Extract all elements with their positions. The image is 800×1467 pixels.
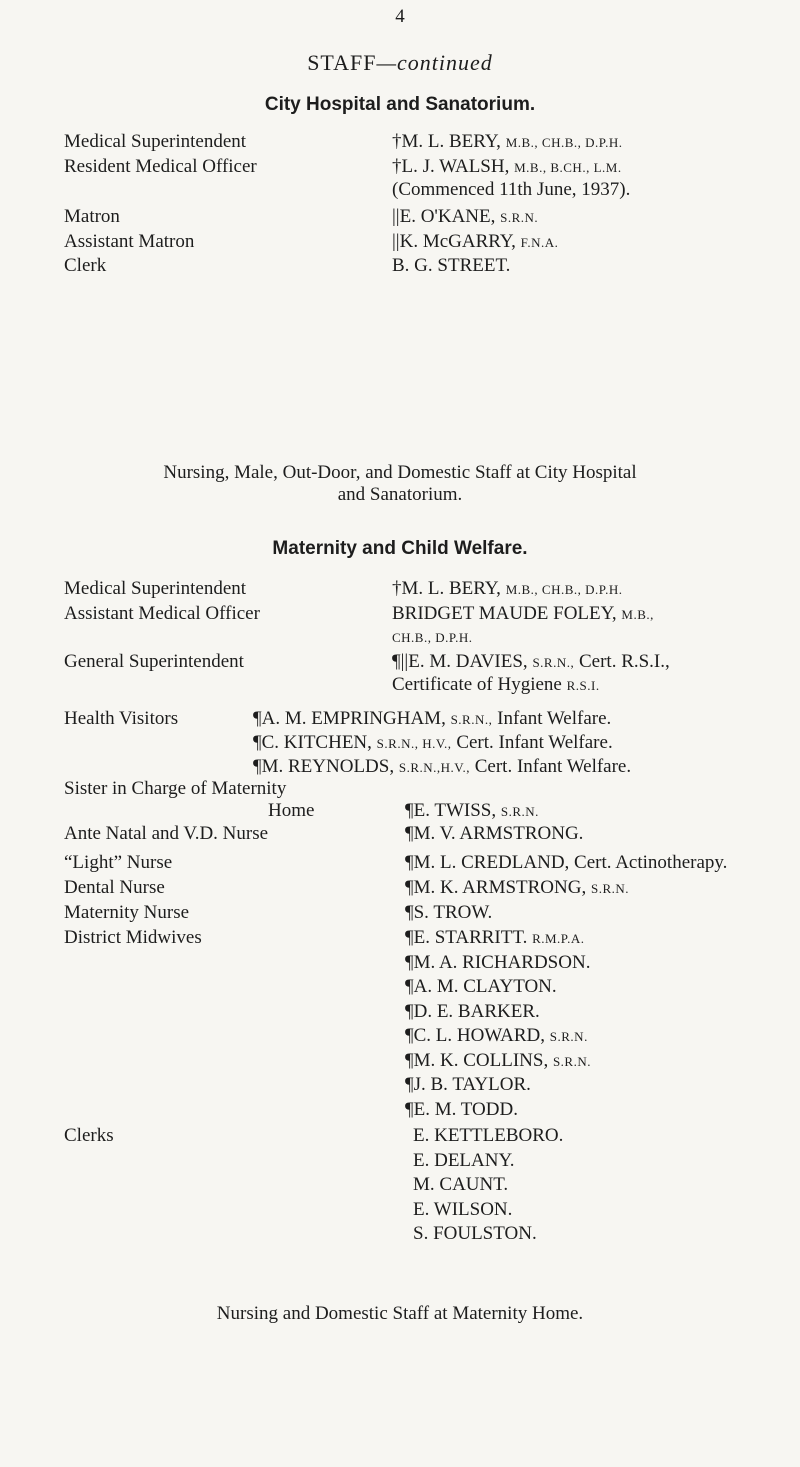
maternity-staff-note: Nursing and Domestic Staff at Maternity Home. xyxy=(216,1303,584,1324)
maternity-nurse-name: ¶S. TROW. xyxy=(405,902,493,923)
city-hospital-row-role: Matron xyxy=(64,206,120,227)
light-nurse-role: “Light” Nurse xyxy=(64,852,173,873)
maternity-row-quals: M.B., CH.B., D.P.H. xyxy=(505,582,623,597)
midwife-entry xyxy=(405,1074,531,1096)
midwife-name: ¶E. STARRITT. xyxy=(405,927,528,948)
ante-natal-name: ¶M. V. ARMSTRONG. xyxy=(405,823,584,844)
midwife-entry xyxy=(405,976,557,998)
health-visitor-entry xyxy=(253,708,611,731)
city-hospital-row-quals: F.N.A. xyxy=(520,235,559,250)
midwife-quals: S.R.N. xyxy=(549,1029,588,1044)
midwife-entry xyxy=(405,1001,540,1023)
maternity-row-name: ¶||E. M. DAVIES, xyxy=(392,651,528,672)
maternity-row-entry xyxy=(392,626,473,649)
midwife-name: ¶C. L. HOWARD, xyxy=(405,1025,546,1046)
maternity-row-entry xyxy=(392,603,654,626)
clerk-entry: E. KETTLEBORO. xyxy=(413,1125,564,1146)
maternity-row-entry xyxy=(392,674,600,697)
maternity-row-quals: CH.B., D.P.H. xyxy=(392,630,473,645)
dental-nurse-name xyxy=(405,877,629,900)
health-visitor-entry xyxy=(253,732,613,755)
maternity-row-quals: M.B., xyxy=(621,607,654,622)
ante-natal-role: Ante Natal and V.D. Nurse xyxy=(64,823,269,844)
midwife-entry xyxy=(405,1025,588,1048)
health-visitor-quals: S.R.N., H.V., xyxy=(376,736,452,751)
sister-name-text: ¶E. TWISS, xyxy=(405,800,497,821)
midwife-entry xyxy=(405,1099,518,1121)
maternity-row-entry xyxy=(392,578,622,601)
midwife-quals: S.R.N. xyxy=(552,1053,591,1069)
maternity-row-role: General Superintendent xyxy=(64,651,244,672)
city-hospital-row-name: B. G. STREET. xyxy=(392,255,511,276)
health-visitor-quals: S.R.N., xyxy=(450,712,493,727)
maternity-row-name: BRIDGET MAUDE FOLEY, xyxy=(392,603,617,624)
sister-name xyxy=(405,800,539,823)
city-hospital-row-entry xyxy=(392,156,622,179)
health-visitor-entry xyxy=(253,756,631,779)
city-hospital-row-role: Assistant Matron xyxy=(64,231,195,252)
city-hospital-row-entry xyxy=(392,206,538,229)
midwife-name: ¶E. M. TODD. xyxy=(405,1098,518,1120)
health-visitor-name: ¶M. REYNOLDS, xyxy=(253,756,395,777)
city-hospital-row-entry xyxy=(392,231,558,254)
dental-nurse-role: Dental Nurse xyxy=(64,877,165,898)
sister-label-1: Sister in Charge of Maternity xyxy=(64,778,287,799)
clerk-entry: E. DELANY. xyxy=(413,1149,515,1171)
city-hospital-row-role: Resident Medical Officer xyxy=(64,156,257,177)
maternity-nurse-role: Maternity Nurse xyxy=(64,902,190,923)
maternity-row-role: Medical Superintendent xyxy=(64,578,247,599)
city-hospital-row-name: ||K. McGARRY, xyxy=(392,231,516,252)
clerk-entry: S. FOULSTON. xyxy=(413,1223,537,1244)
city-hospital-row-role: Medical Superintendent xyxy=(64,131,247,152)
midwife-entry xyxy=(405,927,584,950)
city-hospital-row-name: (Commenced 11th June, 1937). xyxy=(392,179,631,200)
page-title xyxy=(0,50,800,76)
midwife-name: ¶M. K. COLLINS, xyxy=(405,1049,549,1071)
city-hospital-row-role: Clerk xyxy=(64,255,107,276)
midwife-quals: R.M.P.A. xyxy=(532,931,585,946)
sister-quals: S.R.N. xyxy=(500,804,539,819)
title-main: STAFF xyxy=(307,50,377,75)
city-hospital-row-quals: M.B., CH.B., D.P.H. xyxy=(505,135,623,150)
midwife-name: ¶J. B. TAYLOR. xyxy=(405,1074,531,1095)
dental-nurse-name-text: ¶M. K. ARMSTRONG, xyxy=(405,877,587,898)
health-visitor-cert: Cert. Infant Welfare. xyxy=(456,732,613,753)
maternity-row-quals: S.R.N., xyxy=(532,655,575,670)
city-hospital-staff-note-2: and Sanatorium. xyxy=(337,484,463,505)
page-number: 4 xyxy=(395,6,405,27)
midwife-name: ¶D. E. BARKER. xyxy=(405,1000,540,1022)
maternity-row-quals: R.S.I. xyxy=(566,678,600,693)
maternity-row-name: †M. L. BERY, xyxy=(392,578,501,599)
midwife-entry xyxy=(405,952,590,974)
health-visitor-cert: Infant Welfare. xyxy=(497,708,612,729)
health-visitors-label: Health Visitors xyxy=(64,708,179,729)
light-nurse-name: ¶M. L. CREDLAND, Cert. Actinotherapy. xyxy=(405,852,728,873)
sister-label-2: Home xyxy=(268,800,315,821)
dental-nurse-quals: S.R.N. xyxy=(590,881,630,896)
city-hospital-row-name: †L. J. WALSH, xyxy=(392,156,510,177)
city-hospital-staff-note-1: Nursing, Male, Out-Door, and Domestic Staff at City Hospital xyxy=(163,462,637,483)
title-continued: —continued xyxy=(376,50,493,75)
midwife-entry xyxy=(405,1050,591,1073)
midwife-name: ¶A. M. CLAYTON. xyxy=(405,976,557,997)
health-visitor-cert: Cert. Infant Welfare. xyxy=(474,756,632,777)
section-heading-city-hospital: City Hospital and Sanatorium. xyxy=(264,94,536,115)
city-hospital-row-entry xyxy=(392,179,630,201)
city-hospital-row-entry xyxy=(392,131,622,154)
city-hospital-row-quals: M.B., B.CH., L.M. xyxy=(514,160,622,175)
maternity-row-role: Assistant Medical Officer xyxy=(64,603,260,624)
maternity-row-name: Certificate of Hygiene xyxy=(392,674,562,695)
health-visitor-quals: S.R.N.,H.V., xyxy=(398,760,470,775)
clerk-entry: E. WILSON. xyxy=(413,1198,513,1220)
district-midwives-label: District Midwives xyxy=(64,927,202,948)
midwife-name: ¶M. A. RICHARDSON. xyxy=(405,951,591,973)
health-visitor-name: ¶C. KITCHEN, xyxy=(253,732,372,753)
clerk-entry: M. CAUNT. xyxy=(413,1174,509,1195)
health-visitor-name: ¶A. M. EMPRINGHAM, xyxy=(253,708,446,729)
section-heading-maternity: Maternity and Child Welfare. xyxy=(272,538,528,559)
city-hospital-row-entry xyxy=(392,255,510,277)
city-hospital-row-name: ||E. O'KANE, xyxy=(392,206,496,227)
maternity-row-entry xyxy=(392,651,670,674)
city-hospital-row-name: †M. L. BERY, xyxy=(392,131,501,152)
maternity-row-tail: Cert. R.S.I., xyxy=(578,651,670,672)
city-hospital-row-quals: S.R.N. xyxy=(500,210,539,225)
clerks-label: Clerks xyxy=(64,1125,114,1146)
